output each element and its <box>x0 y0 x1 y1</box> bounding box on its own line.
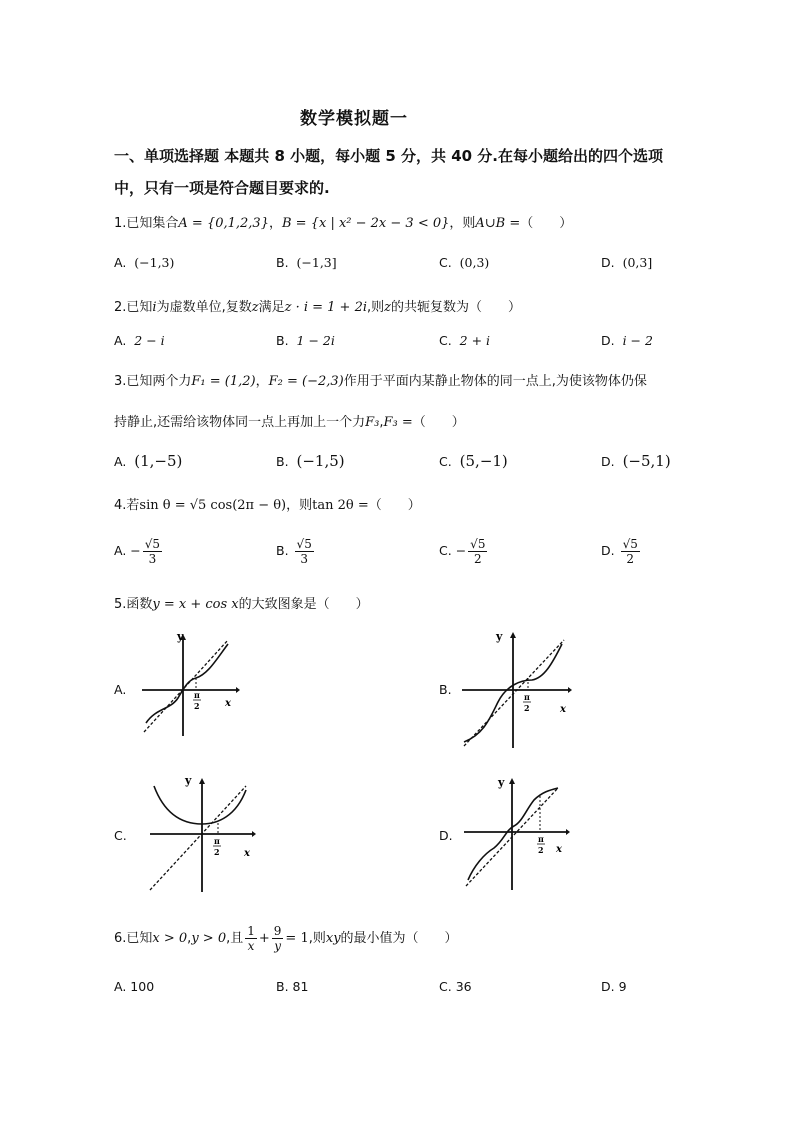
axis-x-label: x <box>225 698 231 709</box>
fraction <box>468 537 487 566</box>
q5-graph-d[interactable] <box>462 774 572 892</box>
option-value: 2 − i <box>134 333 165 348</box>
tick-num: π <box>194 690 200 700</box>
y-axis-arrow <box>199 778 205 784</box>
denominator: y <box>274 939 281 953</box>
option-value: 100 <box>130 979 155 994</box>
tick-num: π <box>538 834 544 844</box>
q5-graph-c[interactable] <box>148 772 260 894</box>
option-label: A. <box>114 979 127 994</box>
q3-option-b[interactable] <box>276 452 345 470</box>
q4-tail-pre: ，则 <box>286 498 313 513</box>
q4-option-a[interactable] <box>114 537 164 566</box>
q3-f1: F₁ = (1,2) <box>191 374 256 389</box>
q1-option-d[interactable] <box>601 255 652 270</box>
q1-option-c[interactable] <box>439 255 489 270</box>
option-label: C. <box>439 454 452 469</box>
q5-tail: 的大致图象是（ ） <box>238 597 369 612</box>
option-value: (1,−5) <box>134 452 183 470</box>
numerator: √5 <box>622 537 638 551</box>
option-value: (0,3) <box>459 255 490 270</box>
q2-z: z <box>251 300 259 315</box>
numerator: √5 <box>296 537 312 551</box>
option-label: D. <box>601 333 615 348</box>
denominator: 2 <box>626 552 635 566</box>
q4-prefix: 4.若 <box>114 498 140 513</box>
q1-option-a[interactable] <box>114 255 174 270</box>
denominator: 3 <box>148 552 157 566</box>
axis-x-label: x <box>244 848 250 859</box>
option-value: (0,3] <box>622 255 653 270</box>
option-label: C. <box>439 979 452 994</box>
q5-option-b-label[interactable]: B. <box>439 682 452 697</box>
q1-expr: A∪B = <box>475 216 521 231</box>
q6-plus: + <box>258 931 270 946</box>
option-value: (−5,1) <box>622 452 671 470</box>
question-4 <box>114 494 421 513</box>
option-label: B. <box>276 454 289 469</box>
fraction <box>295 537 314 566</box>
option-label: D. <box>601 255 615 270</box>
option-value: 9 <box>618 979 627 994</box>
fraction <box>143 537 162 566</box>
q2-cond: z · i = 1 + 2i <box>284 300 368 315</box>
page-title: 数学模拟题一 <box>300 109 408 129</box>
axis-y-label: y <box>177 630 184 643</box>
q6-fraction-1 <box>245 924 257 953</box>
q6-cond-1: x > 0 <box>152 931 188 946</box>
q2-cond-word: 满足 <box>258 300 285 315</box>
q5-graph-a[interactable] <box>138 630 240 738</box>
q5-graph-b[interactable] <box>460 630 575 750</box>
numerator: 9 <box>273 924 282 938</box>
dashed-line <box>150 786 246 890</box>
option-label: A. <box>114 454 127 469</box>
axis-y-label: y <box>185 774 192 787</box>
option-value: 36 <box>455 979 472 994</box>
x-axis-arrow <box>236 687 240 693</box>
q4-option-c[interactable] <box>439 537 489 566</box>
denominator: x <box>247 939 255 953</box>
q6-fraction-2 <box>272 924 284 953</box>
denominator: 3 <box>300 552 308 566</box>
q3-option-d[interactable] <box>601 452 671 470</box>
q1-ask: ，则 <box>449 216 476 231</box>
x-axis-arrow <box>566 829 570 835</box>
axis-x-label: x <box>560 704 566 715</box>
section-heading-line2: 中，只有一项是符合题目要求的. <box>114 179 330 197</box>
q3-bracket: （ ） <box>412 415 465 430</box>
q2-option-c[interactable] <box>439 333 490 348</box>
q1-set-a: A = {0,1,2,3} <box>178 216 269 231</box>
option-value: 81 <box>292 979 309 994</box>
option-sign: − <box>455 543 467 558</box>
q4-bracket: （ ） <box>368 498 421 513</box>
q6-option-c[interactable] <box>439 979 472 994</box>
q1-bracket: （ ） <box>520 216 573 231</box>
q2-z2: z <box>384 300 392 315</box>
q1-set-b: B = {x | x² − 2x − 3 < 0} <box>282 216 450 231</box>
axis-y-label: y <box>496 630 503 643</box>
q6-option-d[interactable] <box>601 979 627 994</box>
option-label: A. <box>114 543 127 558</box>
q3-line2-pre: 持静止,还需给该物体同一点上再加上一个力 <box>114 415 366 430</box>
q3-option-c[interactable] <box>439 452 508 470</box>
option-value: (5,−1) <box>459 452 508 470</box>
question-3-line2 <box>114 411 465 430</box>
option-label: D. <box>601 454 615 469</box>
dashed-line <box>464 640 564 746</box>
q4-ask: tan 2θ = <box>312 498 369 513</box>
option-label: B. <box>276 255 289 270</box>
numerator: √5 <box>144 537 161 551</box>
option-label: A. <box>114 333 127 348</box>
y-axis-arrow <box>510 632 516 638</box>
q3-option-a[interactable] <box>114 452 182 470</box>
fraction <box>621 537 640 566</box>
numerator: 1 <box>247 924 255 938</box>
q2-option-a[interactable] <box>114 333 165 348</box>
option-label: D. <box>601 543 615 558</box>
question-3-line1 <box>114 370 647 389</box>
q3-line2-mid: , <box>379 415 384 430</box>
q6-and: ,且 <box>226 931 244 946</box>
option-value: (−1,5) <box>296 452 345 470</box>
q6-cond-2: y > 0 <box>191 931 227 946</box>
q1-option-b[interactable] <box>276 255 337 270</box>
option-label: B. <box>276 543 289 558</box>
q6-option-a[interactable] <box>114 979 154 994</box>
q6-eq: = 1 <box>285 931 309 946</box>
q3-f3eq: F₃ = <box>383 415 413 430</box>
q2-option-d[interactable] <box>601 333 653 348</box>
q5-prefix: 5.函数 <box>114 597 153 612</box>
q2-mid: 为虚数单位,复数 <box>156 300 252 315</box>
y-axis-arrow <box>509 778 515 784</box>
q4-option-d[interactable] <box>601 537 642 566</box>
q6-sep: , <box>187 931 192 946</box>
question-1 <box>114 212 572 231</box>
q6-xy: xy <box>325 931 341 946</box>
question-6 <box>114 924 458 953</box>
denominator: 2 <box>473 552 482 566</box>
curve <box>154 786 246 824</box>
option-label: C. <box>439 543 452 558</box>
q2-tail: 的共轭复数为（ ） <box>391 300 522 315</box>
q4-eq: sin θ = √5 cos(2π − θ) <box>139 498 287 513</box>
tick-den: 2 <box>538 845 544 855</box>
option-value: (−1,3] <box>296 255 337 270</box>
q6-tail: 的最小值为（ ） <box>340 931 458 946</box>
question-2 <box>114 296 521 315</box>
q2-prefix: 2.已知 <box>114 300 153 315</box>
q5-option-c-label[interactable]: C. <box>114 828 127 843</box>
q3-f2: F₂ = (−2,3) <box>268 374 344 389</box>
axis-x-label: x <box>556 844 562 855</box>
q3-prefix: 3.已知两个力 <box>114 374 192 389</box>
q6-tail-pre: ,则 <box>308 931 326 946</box>
q3-f3: F₃ <box>365 415 380 430</box>
q5-func: y = x + cos x <box>152 597 239 612</box>
q1-prefix: 1.已知集合 <box>114 216 179 231</box>
option-label: C. <box>439 255 452 270</box>
q6-option-b[interactable] <box>276 979 308 994</box>
numerator: √5 <box>470 537 486 551</box>
tick-den: 2 <box>194 701 200 711</box>
x-axis-arrow <box>568 687 572 693</box>
q6-prefix: 6.已知 <box>114 931 153 946</box>
option-label: A. <box>114 255 127 270</box>
q2-option-b[interactable] <box>276 333 335 348</box>
tick-den: 2 <box>214 847 220 857</box>
option-label: D. <box>601 979 615 994</box>
option-value: 1 − 2i <box>296 333 335 348</box>
q4-option-b[interactable] <box>276 537 316 566</box>
section-heading-line1: 一、单项选择题 本题共 8 小题，每小题 5 分，共 40 分.在每小题给出的四个选项 <box>114 147 664 165</box>
q5-option-d-label[interactable]: D. <box>439 828 453 843</box>
question-5 <box>114 593 369 612</box>
q5-option-a-label[interactable]: A. <box>114 682 127 697</box>
x-axis-arrow <box>252 831 256 837</box>
option-label: B. <box>276 979 289 994</box>
option-label: C. <box>439 333 452 348</box>
axis-y-label: y <box>498 776 505 789</box>
curve <box>146 644 228 723</box>
q3-sep: ， <box>255 374 269 389</box>
option-value: i − 2 <box>622 333 653 348</box>
option-label: B. <box>276 333 289 348</box>
option-sign: − <box>130 543 141 558</box>
tick-num: π <box>524 692 530 702</box>
q3-tail: 作用于平面内某静止物体的同一点上,为使该物体仍保 <box>343 374 647 389</box>
tick-den: 2 <box>524 703 530 713</box>
tick-num: π <box>214 836 220 846</box>
option-value: 2 + i <box>459 333 491 348</box>
option-value: (−1,3) <box>134 255 175 270</box>
q2-i: i <box>152 300 157 315</box>
q1-sep: ， <box>268 216 282 231</box>
q2-tail-pre: ,则 <box>367 300 385 315</box>
